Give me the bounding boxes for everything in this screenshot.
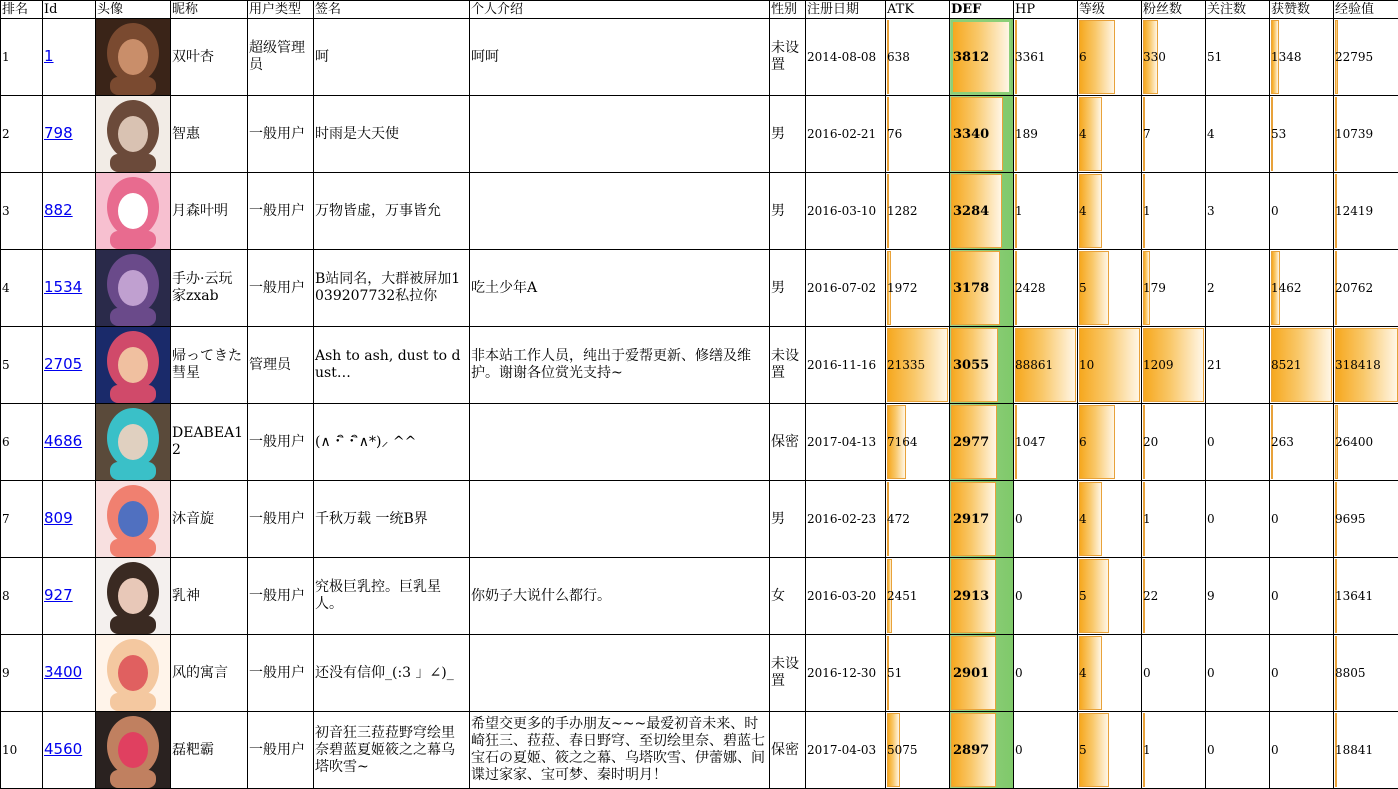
nickname-cell: 手办·云玩家zxab	[171, 250, 248, 327]
hp-value: 189	[1014, 127, 1038, 141]
def-cell	[950, 96, 1014, 173]
rank-cell: 4	[1, 250, 43, 327]
exp-cell	[1334, 96, 1398, 173]
avatar-cell	[96, 173, 171, 250]
exp-value: 18841	[1334, 743, 1373, 757]
level-value: 4	[1078, 512, 1087, 526]
id-cell	[43, 19, 96, 96]
avatar-cell	[96, 635, 171, 712]
usertype-cell: 超级管理员	[248, 19, 314, 96]
nickname-cell: 磊粑霸	[171, 712, 248, 789]
intro-cell	[470, 96, 770, 173]
follows-cell: 9	[1206, 558, 1270, 635]
level-cell	[1078, 19, 1142, 96]
fans-cell	[1142, 19, 1206, 96]
table-row	[1, 712, 1398, 789]
nickname-cell: 双叶杏	[171, 19, 248, 96]
exp-cell	[1334, 250, 1398, 327]
sex-cell: 未设置	[770, 327, 806, 404]
def-value: 2913	[950, 589, 989, 604]
def-value: 3284	[950, 204, 989, 219]
signature-cell: 时雨是大天使	[314, 96, 470, 173]
table-row	[1, 558, 1398, 635]
atk-cell	[886, 404, 950, 481]
avatar-image[interactable]	[96, 173, 170, 249]
signature-cell: 究极巨乳控。巨乳星人。	[314, 558, 470, 635]
atk-cell	[886, 327, 950, 404]
likes-value: 263	[1270, 435, 1294, 449]
header-regdate[interactable]: 注册日期	[806, 1, 886, 19]
follows-cell: 4	[1206, 96, 1270, 173]
atk-value: 21335	[886, 358, 925, 372]
fans-cell	[1142, 173, 1206, 250]
exp-cell	[1334, 404, 1398, 481]
nickname-cell: 风的寓言	[171, 635, 248, 712]
table-row	[1, 481, 1398, 558]
rank-cell: 6	[1, 404, 43, 481]
avatar-cell	[96, 481, 171, 558]
avatar-image[interactable]	[96, 558, 170, 634]
avatar-image[interactable]	[96, 481, 170, 557]
avatar-image[interactable]	[96, 19, 170, 95]
id-cell	[43, 250, 96, 327]
id-cell	[43, 712, 96, 789]
exp-cell	[1334, 558, 1398, 635]
avatar-image[interactable]	[96, 712, 170, 788]
follows-cell: 3	[1206, 173, 1270, 250]
nickname-cell: 沐音旋	[171, 481, 248, 558]
regdate-cell: 2017-04-03	[806, 712, 886, 789]
level-cell	[1078, 712, 1142, 789]
avatar-cell	[96, 327, 171, 404]
table-row	[1, 635, 1398, 712]
atk-value: 5075	[886, 743, 918, 757]
avatar-image[interactable]	[96, 635, 170, 711]
hp-cell	[1014, 635, 1078, 712]
avatar-image[interactable]	[96, 250, 170, 326]
level-value: 4	[1078, 204, 1087, 218]
signature-cell: Ash to ash, dust to dust…	[314, 327, 470, 404]
atk-cell	[886, 558, 950, 635]
rank-cell: 3	[1, 173, 43, 250]
atk-value: 7164	[886, 435, 918, 449]
atk-cell	[886, 635, 950, 712]
header-hp[interactable]: HP	[1014, 1, 1078, 19]
atk-cell	[886, 481, 950, 558]
usertype-cell: 一般用户	[248, 96, 314, 173]
header-likes[interactable]: 获赞数	[1270, 1, 1334, 19]
def-value: 3055	[950, 358, 989, 373]
regdate-cell: 2017-04-13	[806, 404, 886, 481]
table-row	[1, 250, 1398, 327]
likes-cell	[1270, 19, 1334, 96]
hp-cell	[1014, 19, 1078, 96]
fans-cell	[1142, 96, 1206, 173]
usertype-cell: 一般用户	[248, 558, 314, 635]
header-atk[interactable]: ATK	[886, 1, 950, 19]
regdate-cell: 2016-03-20	[806, 558, 886, 635]
avatar-cell	[96, 96, 171, 173]
fans-cell	[1142, 481, 1206, 558]
header-usertype[interactable]: 用户类型	[248, 1, 314, 19]
header-nickname[interactable]: 昵称	[171, 1, 248, 19]
level-value: 4	[1078, 127, 1087, 141]
signature-cell: (∧・ิ・ิ∧*)⸝ ^^	[314, 404, 470, 481]
signature-cell: 千秋万载 一统B界	[314, 481, 470, 558]
likes-cell	[1270, 635, 1334, 712]
level-cell	[1078, 558, 1142, 635]
header-avatar[interactable]: 头像	[96, 1, 171, 19]
header-intro[interactable]: 个人介绍	[470, 1, 770, 19]
id-cell	[43, 327, 96, 404]
hp-cell	[1014, 173, 1078, 250]
intro-cell: 非本站工作人员，纯出于爱帮更新、修缮及维护。谢谢各位赏光支持~	[470, 327, 770, 404]
usertype-cell: 管理员	[248, 327, 314, 404]
exp-value: 9695	[1334, 512, 1366, 526]
intro-cell: 吃土少年A	[470, 250, 770, 327]
regdate-cell: 2016-03-10	[806, 173, 886, 250]
user-id-link[interactable]: 809	[44, 509, 73, 527]
level-cell	[1078, 404, 1142, 481]
regdate-cell: 2016-07-02	[806, 250, 886, 327]
sex-cell: 女	[770, 558, 806, 635]
regdate-cell: 2016-11-16	[806, 327, 886, 404]
hp-cell	[1014, 250, 1078, 327]
usertype-cell: 一般用户	[248, 635, 314, 712]
avatar-cell	[96, 19, 171, 96]
header-level[interactable]: 等级	[1078, 1, 1142, 19]
exp-value: 12419	[1334, 204, 1373, 218]
hp-value: 1	[1014, 204, 1023, 218]
follows-cell: 0	[1206, 404, 1270, 481]
user-id-link[interactable]: 882	[44, 201, 73, 219]
follows-cell: 0	[1206, 635, 1270, 712]
atk-value: 638	[886, 50, 910, 64]
header-fans[interactable]: 粉丝数	[1142, 1, 1206, 19]
hp-value: 3361	[1014, 50, 1046, 64]
intro-cell	[470, 173, 770, 250]
fans-value: 1	[1142, 512, 1151, 526]
exp-value: 8805	[1334, 666, 1366, 680]
nickname-cell: 乳神	[171, 558, 248, 635]
nickname-cell: DEABEA12	[171, 404, 248, 481]
table-row	[1, 327, 1398, 404]
rank-cell: 8	[1, 558, 43, 635]
hp-cell	[1014, 327, 1078, 404]
exp-value: 22795	[1334, 50, 1373, 64]
sex-cell: 男	[770, 250, 806, 327]
regdate-cell: 2014-08-08	[806, 19, 886, 96]
header-follows[interactable]: 关注数	[1206, 1, 1270, 19]
usertype-cell: 一般用户	[248, 404, 314, 481]
def-cell	[950, 19, 1014, 96]
user-id-link[interactable]: 4686	[44, 432, 82, 450]
header-sex[interactable]: 性别	[770, 1, 806, 19]
intro-cell	[470, 404, 770, 481]
likes-value: 0	[1270, 666, 1279, 680]
likes-value: 0	[1270, 743, 1279, 757]
table-row	[1, 19, 1398, 96]
user-id-link[interactable]: 1	[44, 47, 54, 65]
intro-cell	[470, 635, 770, 712]
def-cell	[950, 404, 1014, 481]
likes-value: 0	[1270, 204, 1279, 218]
rank-cell: 7	[1, 481, 43, 558]
user-id-link[interactable]: 927	[44, 586, 73, 604]
level-value: 5	[1078, 743, 1087, 757]
level-value: 10	[1078, 358, 1094, 372]
user-id-link[interactable]: 3400	[44, 663, 82, 681]
id-cell	[43, 481, 96, 558]
header-signature[interactable]: 签名	[314, 1, 470, 19]
atk-cell	[886, 19, 950, 96]
avatar-image[interactable]	[96, 327, 170, 403]
nickname-cell: 月森叶明	[171, 173, 248, 250]
likes-cell	[1270, 712, 1334, 789]
follows-cell: 51	[1206, 19, 1270, 96]
exp-value: 20762	[1334, 281, 1373, 295]
usertype-cell: 一般用户	[248, 250, 314, 327]
exp-cell	[1334, 173, 1398, 250]
atk-value: 472	[886, 512, 910, 526]
level-cell	[1078, 96, 1142, 173]
signature-cell: 万物皆虚，万事皆允	[314, 173, 470, 250]
sex-cell: 男	[770, 481, 806, 558]
sex-cell: 男	[770, 96, 806, 173]
hp-value: 0	[1014, 743, 1023, 757]
avatar-cell	[96, 712, 171, 789]
user-id-link[interactable]: 2705	[44, 355, 82, 373]
user-id-link[interactable]: 798	[44, 124, 73, 142]
atk-cell	[886, 250, 950, 327]
def-value: 2977	[950, 435, 989, 450]
hp-value: 88861	[1014, 358, 1053, 372]
header-def[interactable]: DEF	[950, 1, 1014, 19]
id-cell	[43, 96, 96, 173]
regdate-cell: 2016-12-30	[806, 635, 886, 712]
level-value: 5	[1078, 281, 1087, 295]
atk-value: 51	[886, 666, 902, 680]
level-cell	[1078, 481, 1142, 558]
intro-cell: 你奶子大说什么都行。	[470, 558, 770, 635]
hp-value: 0	[1014, 512, 1023, 526]
exp-cell	[1334, 481, 1398, 558]
rank-cell: 9	[1, 635, 43, 712]
regdate-cell: 2016-02-23	[806, 481, 886, 558]
id-cell	[43, 635, 96, 712]
rank-cell: 1	[1, 19, 43, 96]
id-cell	[43, 558, 96, 635]
likes-value: 53	[1270, 127, 1286, 141]
fans-value: 330	[1142, 50, 1166, 64]
level-cell	[1078, 173, 1142, 250]
atk-cell	[886, 173, 950, 250]
likes-cell	[1270, 404, 1334, 481]
def-value: 2901	[950, 666, 989, 681]
level-cell	[1078, 250, 1142, 327]
atk-value: 76	[886, 127, 902, 141]
likes-value: 0	[1270, 512, 1279, 526]
def-cell	[950, 712, 1014, 789]
fans-value: 179	[1142, 281, 1166, 295]
def-cell	[950, 558, 1014, 635]
hp-value: 0	[1014, 666, 1023, 680]
rank-cell: 10	[1, 712, 43, 789]
follows-cell: 0	[1206, 481, 1270, 558]
rank-cell: 5	[1, 327, 43, 404]
hp-cell	[1014, 481, 1078, 558]
exp-cell	[1334, 635, 1398, 712]
fans-cell	[1142, 250, 1206, 327]
fans-cell	[1142, 635, 1206, 712]
fans-value: 1	[1142, 743, 1151, 757]
fans-value: 0	[1142, 666, 1151, 680]
level-value: 5	[1078, 589, 1087, 603]
hp-cell	[1014, 558, 1078, 635]
exp-cell	[1334, 712, 1398, 789]
likes-value: 8521	[1270, 358, 1302, 372]
fans-value: 1209	[1142, 358, 1174, 372]
nickname-cell: 智惠	[171, 96, 248, 173]
exp-value: 318418	[1334, 358, 1381, 372]
avatar-cell	[96, 404, 171, 481]
avatar-image[interactable]	[96, 96, 170, 172]
id-cell	[43, 173, 96, 250]
atk-cell	[886, 712, 950, 789]
fans-value: 20	[1142, 435, 1158, 449]
likes-cell	[1270, 327, 1334, 404]
hp-cell	[1014, 404, 1078, 481]
level-cell	[1078, 635, 1142, 712]
likes-value: 1348	[1270, 50, 1302, 64]
atk-value: 1972	[886, 281, 918, 295]
sex-cell: 未设置	[770, 635, 806, 712]
usertype-cell: 一般用户	[248, 173, 314, 250]
follows-cell: 21	[1206, 327, 1270, 404]
level-cell	[1078, 327, 1142, 404]
def-value: 2917	[950, 512, 989, 527]
atk-cell	[886, 96, 950, 173]
table-row	[1, 173, 1398, 250]
likes-cell	[1270, 481, 1334, 558]
table-body	[1, 19, 1398, 789]
def-value: 3340	[950, 127, 989, 142]
signature-cell: 还没有信仰_(:3 」∠)_	[314, 635, 470, 712]
exp-cell	[1334, 327, 1398, 404]
sex-cell: 保密	[770, 404, 806, 481]
header-rank[interactable]: 排名	[1, 1, 43, 19]
fans-value: 1	[1142, 204, 1151, 218]
sex-cell: 男	[770, 173, 806, 250]
likes-value: 1462	[1270, 281, 1302, 295]
exp-value: 13641	[1334, 589, 1373, 603]
avatar-cell	[96, 250, 171, 327]
fans-value: 22	[1142, 589, 1158, 603]
fans-cell	[1142, 404, 1206, 481]
intro-cell: 希望交更多的手办朋友~~~最爱初音未来、时崎狂三、菈菈、春日野穹、至切绘里奈、碧蓝七宝石の夏姬、筱之之幕、乌塔吹雪、伊蕾娜、间谍过家家、宝可梦、秦时明月！	[470, 712, 770, 789]
likes-value: 0	[1270, 589, 1279, 603]
hp-value: 0	[1014, 589, 1023, 603]
rank-cell: 2	[1, 96, 43, 173]
atk-value: 1282	[886, 204, 918, 218]
exp-value: 10739	[1334, 127, 1373, 141]
exp-cell	[1334, 19, 1398, 96]
header-id[interactable]: Id	[43, 1, 96, 19]
def-cell	[950, 173, 1014, 250]
def-cell	[950, 635, 1014, 712]
likes-cell	[1270, 173, 1334, 250]
def-cell	[950, 250, 1014, 327]
likes-cell	[1270, 558, 1334, 635]
regdate-cell: 2016-02-21	[806, 96, 886, 173]
user-id-link[interactable]: 1534	[44, 278, 82, 296]
usertype-cell: 一般用户	[248, 481, 314, 558]
exp-value: 26400	[1334, 435, 1373, 449]
level-value: 4	[1078, 666, 1087, 680]
likes-cell	[1270, 250, 1334, 327]
id-cell	[43, 404, 96, 481]
fans-cell	[1142, 558, 1206, 635]
sex-cell: 未设置	[770, 19, 806, 96]
user-id-link[interactable]: 4560	[44, 740, 82, 758]
level-value: 6	[1078, 50, 1087, 64]
table-row	[1, 404, 1398, 481]
hp-cell	[1014, 96, 1078, 173]
hp-value: 1047	[1014, 435, 1046, 449]
sex-cell: 保密	[770, 712, 806, 789]
usertype-cell: 一般用户	[248, 712, 314, 789]
def-value: 2897	[950, 743, 989, 758]
intro-cell: 呵呵	[470, 19, 770, 96]
intro-cell	[470, 481, 770, 558]
def-value: 3178	[950, 281, 989, 296]
hp-value: 2428	[1014, 281, 1046, 295]
follows-cell: 0	[1206, 712, 1270, 789]
hp-cell	[1014, 712, 1078, 789]
def-cell	[950, 481, 1014, 558]
nickname-cell: 帰ってきた彗星	[171, 327, 248, 404]
level-value: 6	[1078, 435, 1087, 449]
atk-value: 2451	[886, 589, 918, 603]
header-row	[1, 1, 1398, 19]
likes-cell	[1270, 96, 1334, 173]
def-value: 3812	[950, 50, 989, 65]
follows-cell: 2	[1206, 250, 1270, 327]
avatar-cell	[96, 558, 171, 635]
table-row	[1, 96, 1398, 173]
signature-cell: 初音狂三菈菈野穹绘里奈碧蓝夏姬筱之之幕乌塔吹雪~	[314, 712, 470, 789]
signature-cell: 呵	[314, 19, 470, 96]
fans-cell	[1142, 712, 1206, 789]
fans-cell	[1142, 327, 1206, 404]
fans-value: 7	[1142, 127, 1151, 141]
avatar-image[interactable]	[96, 404, 170, 480]
header-exp[interactable]: 经验值	[1334, 1, 1398, 19]
signature-cell: B站同名，大群被屏加1039207732私拉你	[314, 250, 470, 327]
def-cell	[950, 327, 1014, 404]
